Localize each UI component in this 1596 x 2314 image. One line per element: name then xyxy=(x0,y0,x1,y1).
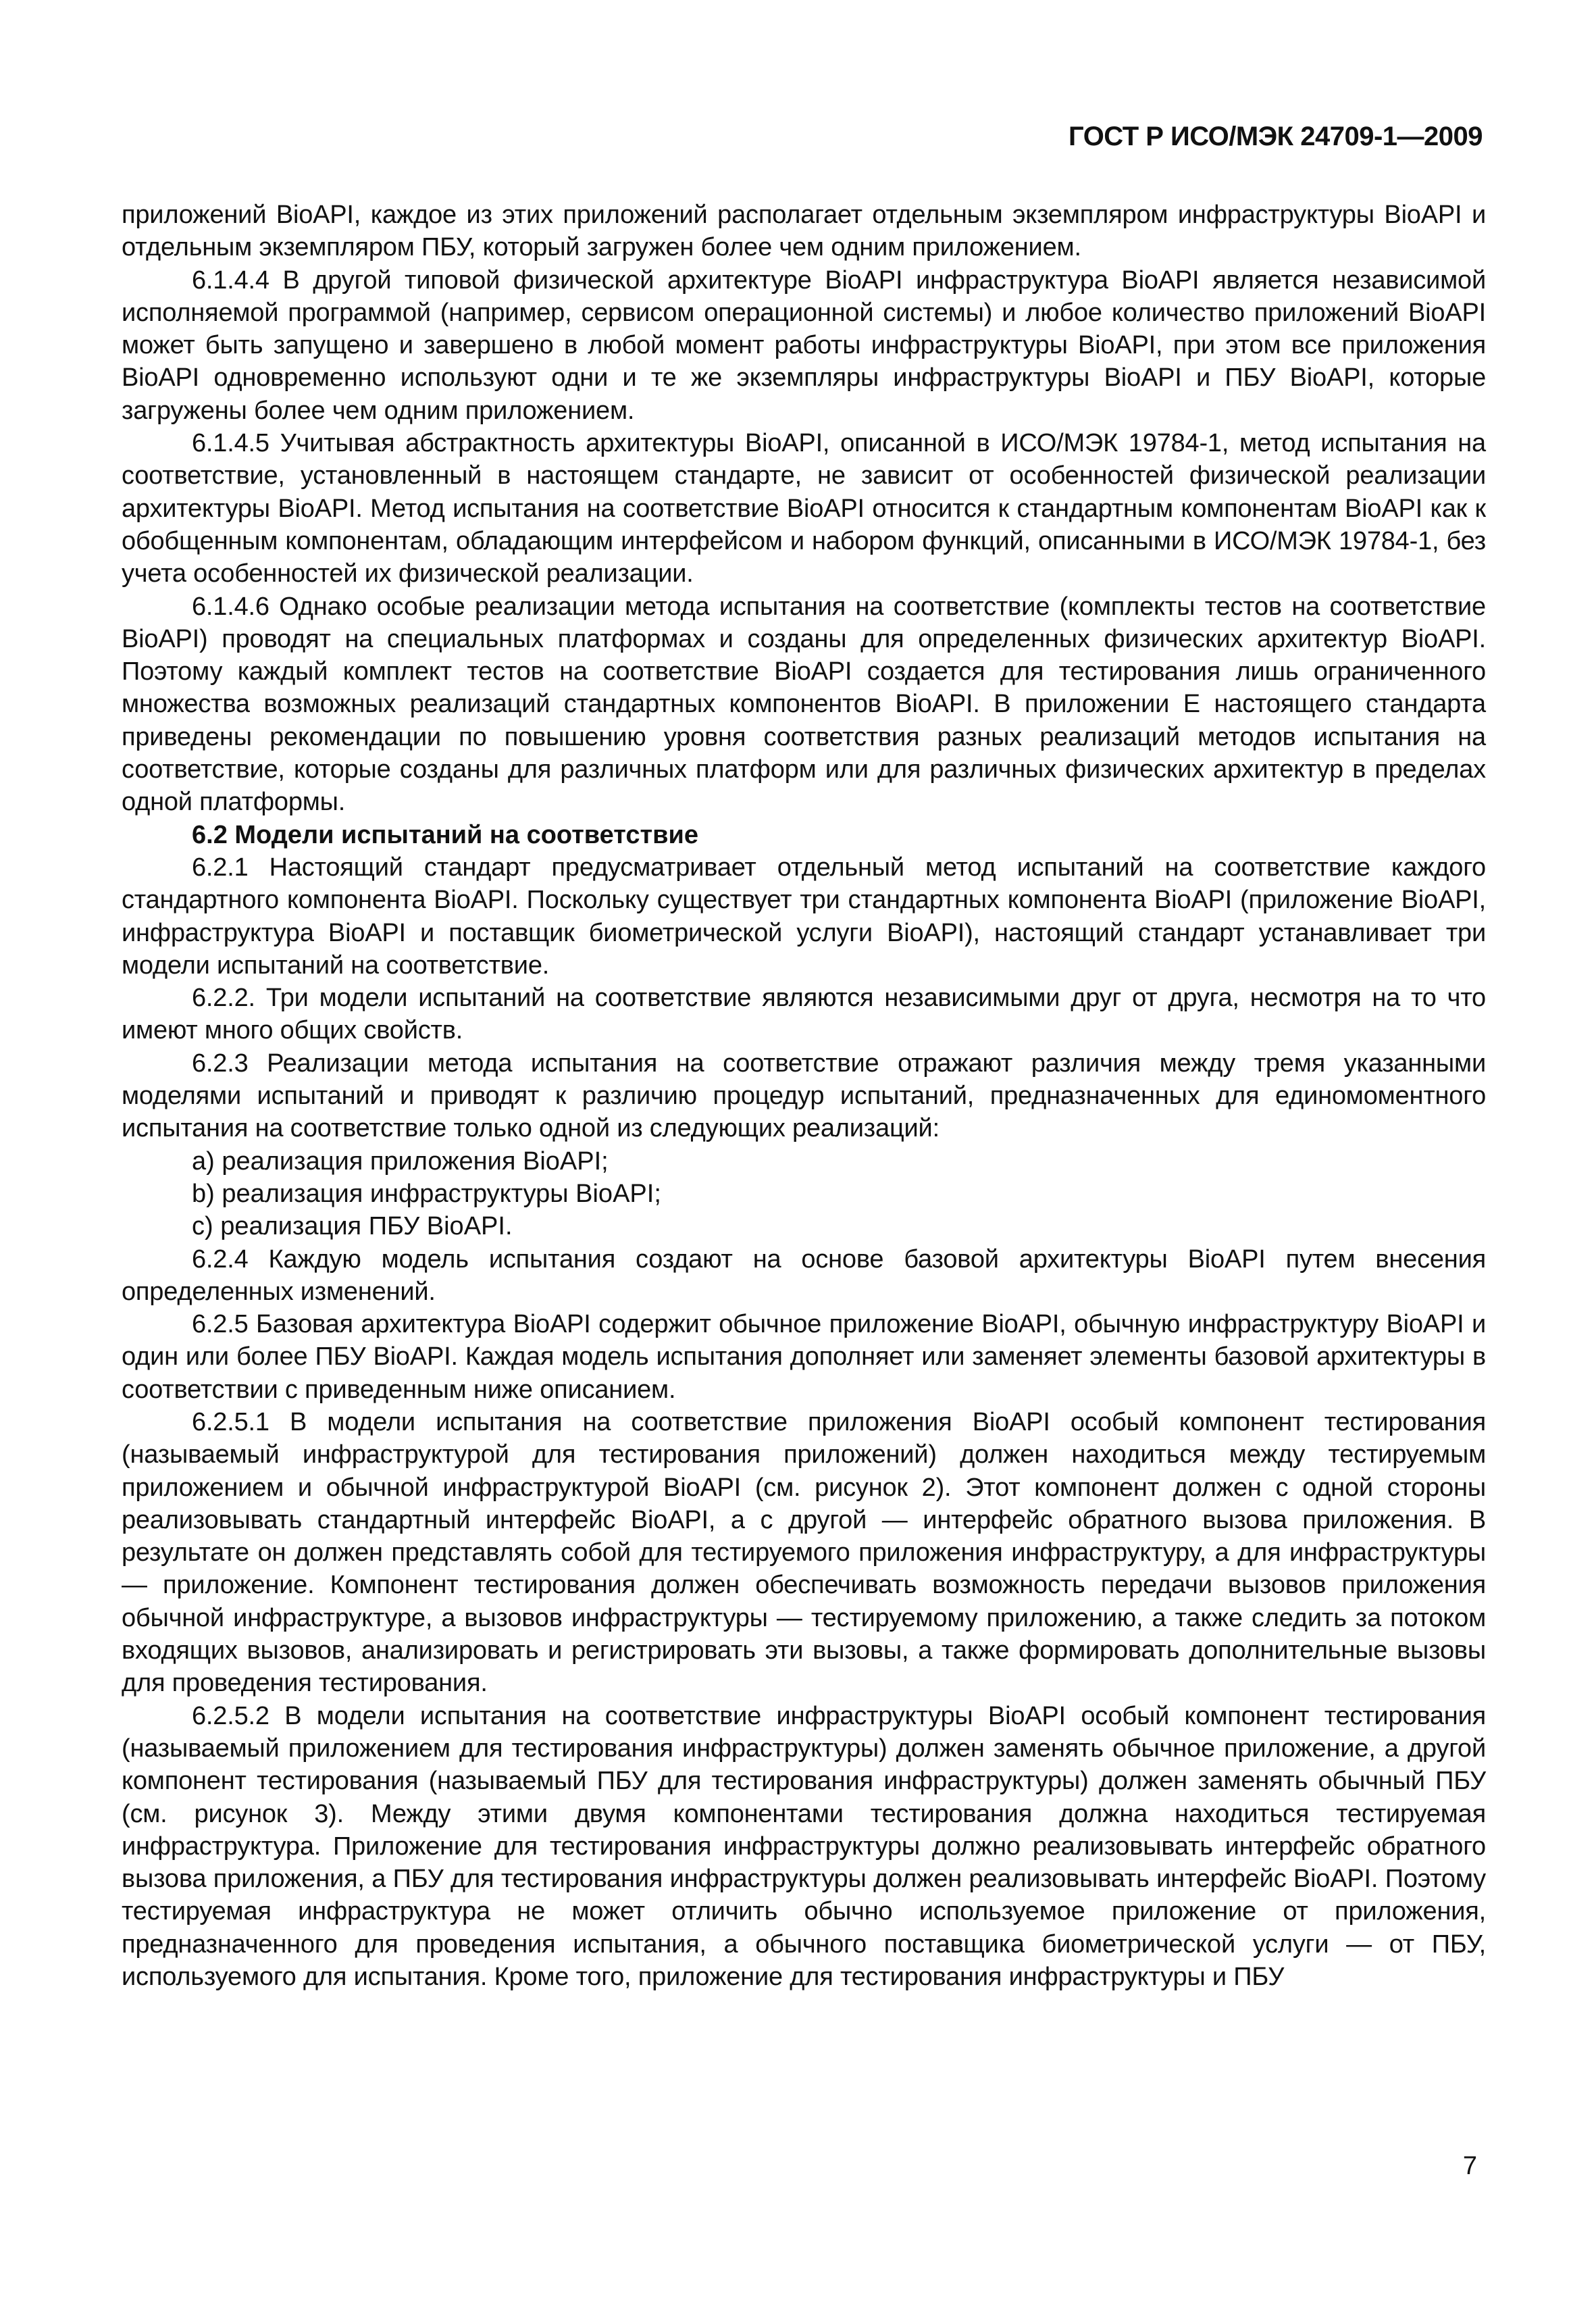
paragraph-6-2-3: 6.2.3 Реализации метода испытания на соответствие отражают различия между тремя указанными моделями испытаний и приводят к различию процедур испытаний, предназначенных для единомоментного испытания на соответствие только одной из следующих реализаций: xyxy=(122,1049,1486,1143)
list-item-c: c) реализация ПБУ BioAPI. xyxy=(192,1212,513,1241)
paragraph-6-1-4-4: 6.1.4.4 В другой типовой физической архитектуре BioAPI инфраструктура BioAPI является независимой исполняемой программой (например, сервисом операционной системы) и любое количество приложений BioAPI может быть запущено и завершено в любой момент работы инфраструктуры BioAPI, при этом все приложения BioAPI одновременно используют одни и те же экземпляры инфраструктуры BioAPI и ПБУ BioAPI, которые загружены более чем одним приложением. xyxy=(122,266,1486,425)
paragraph-6-1-4-6: 6.1.4.6 Однако особые реализации метода испытания на соответствие (комплекты тестов на соответствие BioAPI) проводят на специальных платформах и созданы для определенных физических архитектур BioAPI. Поэтому каждый комплект тестов на соответствие BioAPI создается для тестирования лишь ограниченного множества возможных реализаций стандартных компонентов BioAPI. В приложении Е настоящего стандарта приведены рекомендации по повышению уровня соответствия разных реализаций методов испытания на соответствие, которые созданы для различных платформ или для различных физических архитектур в пределах одной платформы. xyxy=(122,592,1486,817)
paragraph-continuation: приложений BioAPI, каждое из этих приложений располагает отдельным экземпляром инфраструктуры BioAPI и отдельным экземпляром ПБУ, который загружен более чем одним приложением. xyxy=(122,201,1486,262)
body-text xyxy=(122,199,1486,1993)
paragraph-6-2-1: 6.2.1 Настоящий стандарт предусматривает отдельный метод испытаний на соответствие каждого стандартного компонента BioAPI. Поскольку существует три стандартных компонента BioAPI (приложение BioAPI, инфраструктура BioAPI и поставщик биометрической услуги BioAPI), настоящий стандарт устанавливает три модели испытаний на соответствие. xyxy=(122,853,1486,980)
paragraph-6-2-4: 6.2.4 Каждую модель испытания создают на основе базовой архитектуры BioAPI путем внесения определенных изменений. xyxy=(122,1244,1486,1306)
paragraph-6-2-5-2: 6.2.5.2 В модели испытания на соответствие инфраструктуры BioAPI особый компонент тестирования (называемый приложением для тестирования инфраструктуры) должен заменять обычное приложение, а другой компонент тестирования (называемый ПБУ для тестирования инфраструктуры) должен заменять обычный ПБУ (см. рисунок 3). Между этими двумя компонентами тестирования должна находиться тестируемая инфраструктура. Приложение для тестирования инфраструктуры должно реализовывать интерфейс обратного вызова приложения, а ПБУ для тестирования инфраструктуры должен реализовывать интерфейс BioAPI. Поэтому тестируемая инфраструктура не может отличить обычно используемое приложение от приложения, предназначенного для проведения испытания, а обычного поставщика биометрической услуги — от ПБУ, используемого для испытания. Кроме того, приложение для тестирования инфраструктуры и ПБУ xyxy=(122,1701,1486,1992)
paragraph-6-2-2: 6.2.2. Три модели испытаний на соответствие являются независимыми друг от друга, несмотря на то что имеют много общих свойств. xyxy=(122,984,1486,1045)
list-item-a: a) реализация приложения BioAPI; xyxy=(192,1147,609,1176)
paragraph-6-2-5-1: 6.2.5.1 В модели испытания на соответствие приложения BioAPI особый компонент тестирования (называемый инфраструктурой для тестирования приложений) должен находиться между тестируемым приложением и обычной инфраструктурой BioAPI (см. рисунок 2). Этот компонент должен с одной стороны реализовывать стандартный интерфейс BioAPI, а с другой — интерфейс обратного вызова приложения. В результате он должен представлять собой для тестируемого приложения инфраструктуру, а для инфраструктуры — приложение. Компонент тестирования должен обеспечивать возможность передачи вызовов приложения обычной инфраструктуре, а вызовов инфраструктуры — тестируемому приложению, а также следить за потоком входящих вызовов, анализировать и регистрировать эти вызовы, а также формировать дополнительные вызовы для проведения тестирования. xyxy=(122,1407,1486,1698)
paragraph-6-2-5: 6.2.5 Базовая архитектура BioAPI содержит обычное приложение BioAPI, обычную инфраструктуру BioAPI и один или более ПБУ BioAPI. Каждая модель испытания дополняет или заменяет элементы базовой архитектуры в соответствии с приведенным ниже описанием. xyxy=(122,1310,1486,1404)
section-heading-6-2: 6.2 Модели испытаний на соответствие xyxy=(192,820,698,849)
paragraph-6-1-4-5: 6.1.4.5 Учитывая абстрактность архитектуры BioAPI, описанной в ИСО/МЭК 19784-1, метод испытания на соответствие, установленный в настоящем стандарте, не зависит от особенностей физической реализации архитектуры BioAPI. Метод испытания на соответствие BioAPI относится к стандартным компонентам BioAPI как к обобщенным компонентам, обладающим интерфейсом и набором функций, описанными в ИСО/МЭК 19784-1, без учета особенностей их физической реализации. xyxy=(122,429,1486,588)
page-number: 7 xyxy=(1462,2152,1477,2180)
standard-header: ГОСТ Р ИСО/МЭК 24709-1—2009 xyxy=(1069,122,1483,151)
list-item-b: b) реализация инфраструктуры BioAPI; xyxy=(192,1179,661,1208)
